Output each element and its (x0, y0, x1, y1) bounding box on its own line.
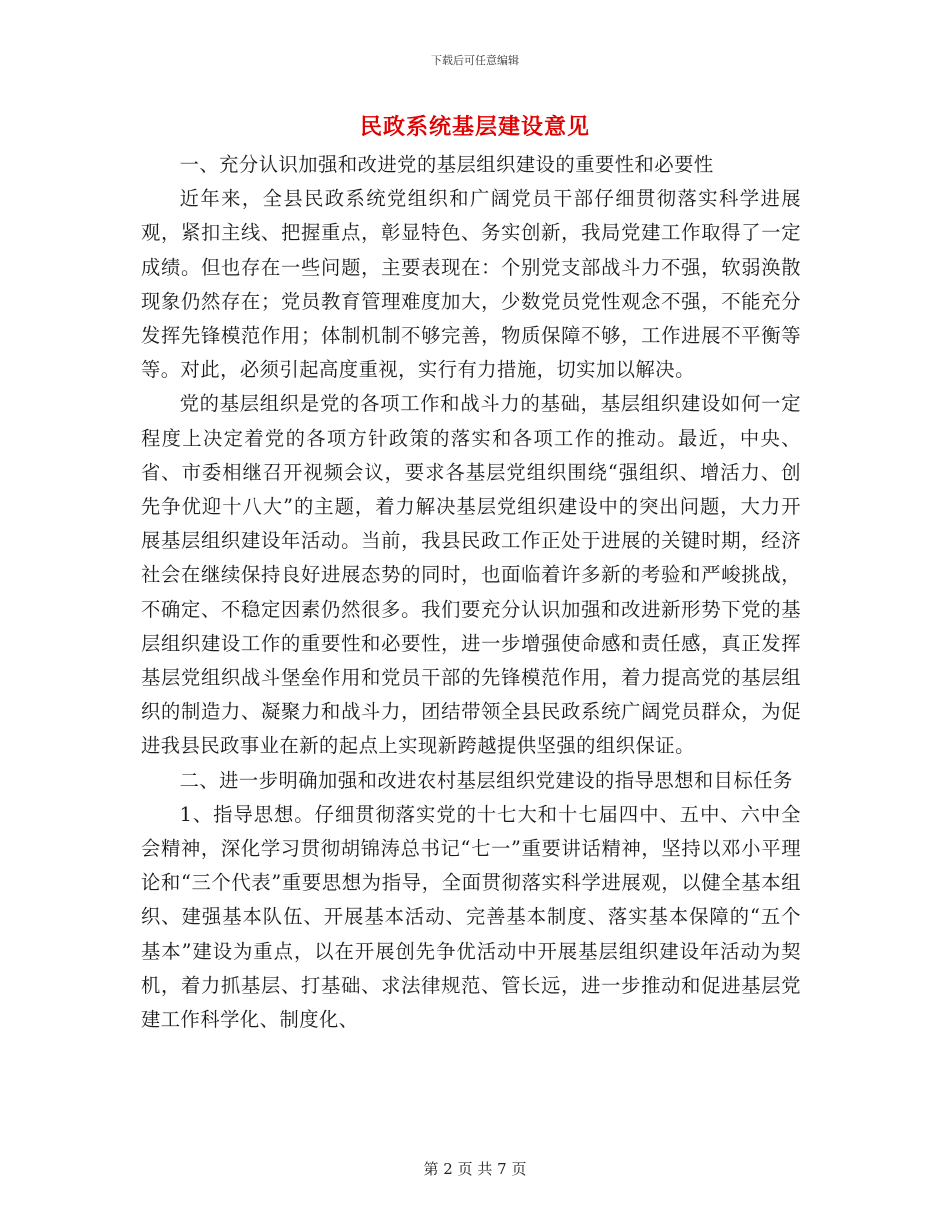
paragraph: 1、指导思想。仔细贯彻落实党的十七大和十七届四中、五中、六中全会精神，深化学习贯彻胡锦涛总书记“七一”重要讲话精神，坚持以邓小平理论和“三个代表”重要思想为指导，全面贯彻落实科学进展观，以健全基本组织、建强基本队伍、开展基本活动、完善基本制度、落实基本保障的“五个基本”建设为重点，以在开展创先争优活动中开展基层组织建设年活动为契机，着力抓基层、打基础、求法律规范、管长远，进一步推动和促进基层党建工作科学化、制度化、 (141, 802, 801, 1032)
page-number: 第 2 页 共 7 页 (423, 1160, 527, 1178)
section-heading-2: 二、进一步明确加强和改进农村基层组织党建设的指导思想和目标任务 (179, 768, 793, 792)
paragraph: 近年来，全县民政系统党组织和广阔党员干部仔细贯彻落实科学进展观，紧扣主线、把握重点，彰显特色、务实创新，我局党建工作取得了一定成绩。但也存在一些问题，主要表现在：个别党支部战斗力不强，软弱涣散现象仍然存在；党员教育管理难度加大，少数党员党性观念不强，不能充分发挥先锋模范作用；体制机制不够完善，物质保障不够，工作进展不平衡等等。对此，必须引起高度重视，实行有力措施，切实加以解决。 (141, 187, 801, 382)
header-note: 下载后可任意编辑 (431, 54, 519, 67)
section-heading-1: 一、充分认识加强和改进党的基层组织建设的重要性和必要性 (179, 153, 714, 176)
document-body (141, 148, 801, 1037)
paragraph: 党的基层组织是党的各项工作和战斗力的基础，基层组织建设如何一定程度上决定着党的各项方针政策的落实和各项工作的推动。最近，中央、省、市委相继召开视频会议，要求各基层党组织围绕“强组织、增活力、创先争优迎十八大”的主题，着力解决基层党组织建设中的突出问题，大力开展基层组织建设年活动。当前，我县民政工作正处于进展的关键时期，经济社会在继续保持良好进展态势的同时，也面临着许多新的考验和严峻挑战，不确定、不稳定因素仍然很多。我们要充分认识加强和改进新形势下党的基层组织建设工作的重要性和必要性，进一步增强使命感和责任感，真正发挥基层党组织战斗堡垒作用和党员干部的先锋模范作用，着力提高党的基层组织的制造力、凝聚力和战斗力，团结带领全县民政系统广阔党员群众，为促进我县民政事业在新的起点上实现新跨越提供坚强的组织保证。 (141, 392, 801, 758)
document-title: 民政系统基层建设意见 (359, 115, 590, 140)
